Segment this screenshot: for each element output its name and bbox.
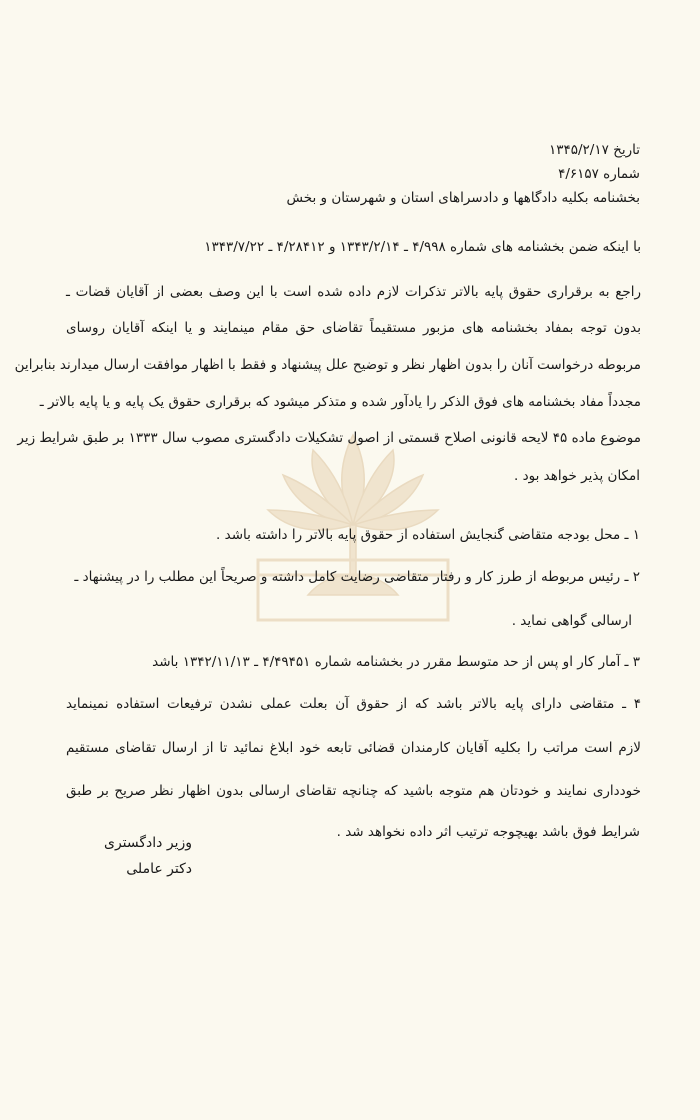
- document-addressee: بخشنامه بکلیه دادگاهها و دادسراهای استان و شهرستان و بخش: [286, 190, 640, 206]
- condition-item: ۲ ـ رئیس مربوطه از طرز کار و رفتار متقاضی رضایت کامل داشته و صریحاً این مطلب را در پیشنهاد ـ: [74, 569, 640, 585]
- closing-line: خودداری نمایند و خودتان هم متوجه باشید که چنانچه تقاضای ارسالی بدون اظهار نظر صریح بر طبق: [66, 783, 641, 799]
- body-line: مربوطه درخواست آنان را بدون اظهار نظر و توضیح علل پیشنهاد و فقط با اظهار موافقت ارسال میدارند بنابراین: [14, 357, 641, 373]
- body-line: مجدداً مفاد بخشنامه های فوق الذکر را یادآور شده و متذکر میشود که برقراری حقوق یک پایه و یا پایه بالاتر ـ: [39, 394, 641, 410]
- body-line: راجع به برقراری حقوق پایه بالاتر تذکرات لازم داده شده است با این وصف بعضی از آقایان قضات ـ: [66, 284, 641, 300]
- signature-name: دکتر عاملی: [126, 861, 192, 877]
- condition-item: ۱ ـ محل بودجه متقاضی گنجایش استفاده از حقوق پایه بالاتر را داشته باشد .: [216, 527, 640, 543]
- condition-item: ۴ ـ متقاضی دارای پایه بالاتر باشد که از حقوق آن بعلت عملی نشدن ترفیعات استفاده نمینماید: [66, 696, 641, 712]
- body-line: امکان پذیر خواهد بود .: [514, 468, 640, 484]
- body-line: موضوع ماده ۴۵ لایحه قانونی اصلاح قسمتی از اصول تشکیلات دادگستری مصوب سال ۱۳۳۳ بر طبق شرایط زیر: [17, 430, 641, 446]
- closing-line: شرایط فوق باشد بهیچوجه ترتیب اثر داده نخواهد شد .: [336, 824, 640, 840]
- condition-item: ارسالی گواهی نماید .: [511, 613, 632, 629]
- body-line: بدون توجه بمفاد بخشنامه های مزبور مستقیماً تقاضای حق مقام مینمایند و یا اینکه آقایان روسای: [66, 320, 641, 336]
- body-line: با اینکه ضمن بخشنامه های شماره ۴/۹۹۸ ـ ۱۳۴۳/۲/۱۴ و ۴/۲۸۴۱۲ ـ ۱۳۴۳/۷/۲۲: [204, 239, 641, 255]
- signature-title: وزیر دادگستری: [103, 835, 192, 851]
- closing-line: لازم است مراتب را بکلیه آقایان کارمندان قضائی تابعه خود ابلاغ نمائید تا از ارسال تقاضای مستقیم: [66, 740, 641, 756]
- document-number: شماره ۴/۶۱۵۷: [558, 166, 640, 182]
- document-date: تاریخ ۱۳۴۵/۲/۱۷: [548, 142, 640, 158]
- condition-item: ۳ ـ آمار کار او پس از حد متوسط مقرر در بخشنامه شماره ۴/۴۹۴۵۱ ـ ۱۳۴۲/۱۱/۱۳ باشد: [152, 654, 640, 670]
